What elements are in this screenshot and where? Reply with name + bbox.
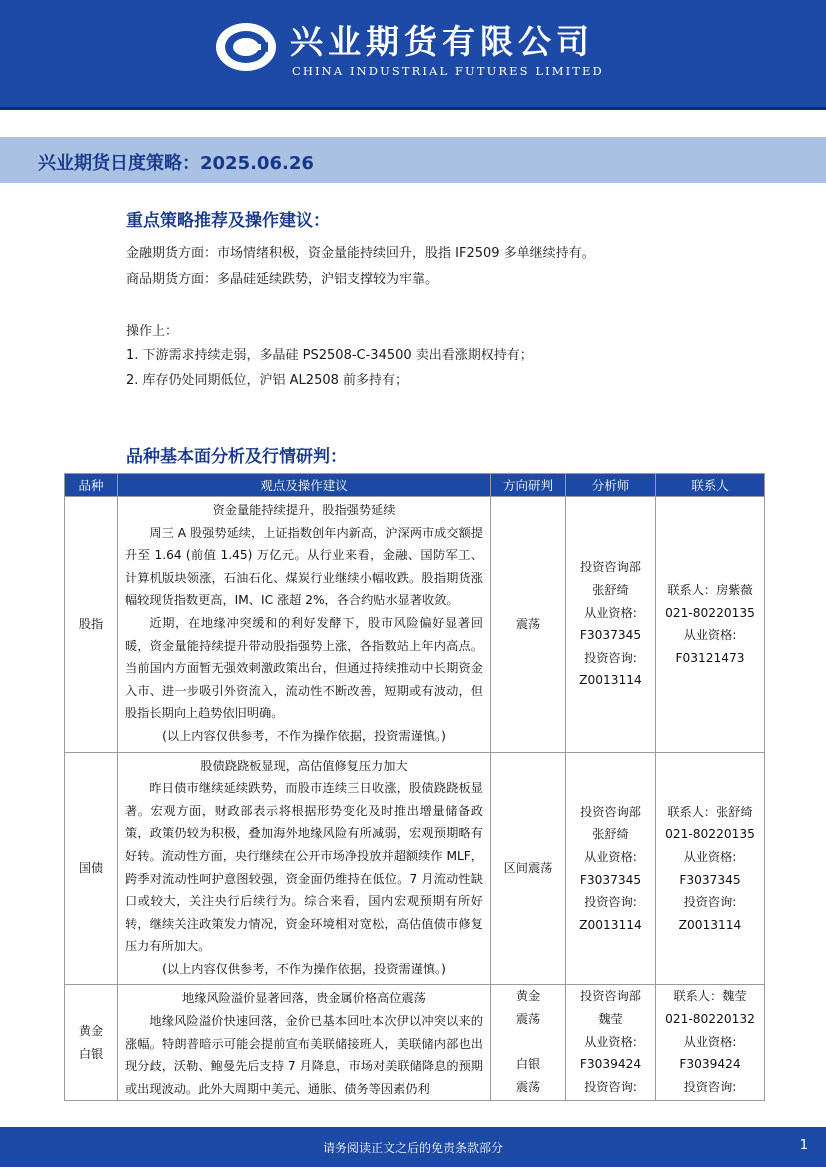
- variety-cell: 股指: [65, 497, 118, 753]
- contact-line: F3039424: [679, 1057, 741, 1072]
- view-disclaimer: (以上内容仅供参考，不作为操作依据，投资需谨慎。): [162, 961, 446, 976]
- analyst-line: 魏莹: [598, 1012, 623, 1027]
- analyst-line: F3039424: [579, 1057, 642, 1072]
- contact-line: 021-80220132: [665, 1012, 755, 1027]
- contact-cell: [656, 497, 765, 753]
- header-banner: [0, 0, 826, 110]
- contact-line: Z0013114: [678, 917, 742, 932]
- variety-line: 白银: [78, 1046, 104, 1061]
- contact-line: 021-80220135: [665, 827, 755, 842]
- contact-line: 投资咨询:: [683, 895, 737, 910]
- view-cell: [118, 497, 491, 753]
- contact-cell: [656, 985, 765, 1101]
- analyst-line: 张舒绮: [592, 827, 629, 842]
- view-cell: [118, 752, 491, 985]
- analyst-line: F3037345: [579, 872, 642, 887]
- analyst-line: 投资咨询:: [584, 650, 637, 665]
- analyst-line: F3037345: [579, 628, 642, 643]
- section-title-strategy: 重点策略推荐及操作建议：: [126, 211, 330, 231]
- operation-item: 2. 库存仍处同期低位，沪铝 AL2508 前多持有；: [126, 373, 409, 388]
- analyst-line: 投资咨询:: [584, 895, 637, 910]
- view-headline: 股债跷跷板显现，高估值修复压力加大: [200, 758, 408, 773]
- column-header: 联系人: [656, 474, 765, 497]
- strategy-line: 金融期货方面：市场情绪积极，资金量能持续回升，股指 IF2509 多单继续持有。: [126, 246, 595, 261]
- operation-item: 1. 下游需求持续走弱，多晶硅 PS2508-C-34500 卖出看涨期权持有；: [126, 348, 533, 363]
- direction-line: 白银: [515, 1057, 541, 1072]
- analyst-line: 张舒绮: [592, 583, 629, 598]
- page-number: 1: [799, 1138, 808, 1153]
- view-paragraph: 地缘风险溢价快速回落，金价已基本回吐本次伊以冲突以来的涨幅。特朗普暗示可能会提前宣布美联储接班人，美联储内部也出现分歧，沃勒、鲍曼先后支持 7 月降息，市场对美联储降息的预期或出现波动。此外大周期中美元、通胀、债务等因素仍利: [125, 1014, 483, 1096]
- view-headline: 资金量能持续提升，股指强势延续: [212, 503, 396, 517]
- table-row: [65, 497, 765, 753]
- analyst-cell: [566, 985, 656, 1101]
- analyst-line: Z0013114: [579, 673, 642, 688]
- analyst-line: Z0013114: [579, 917, 642, 932]
- contact-cell: [656, 752, 765, 985]
- analyst-line: 从业资格:: [584, 605, 637, 620]
- view-disclaimer: (以上内容仅供参考，不作为操作依据，投资需谨慎。): [162, 728, 446, 743]
- variety-line: 黄金: [78, 1024, 104, 1039]
- contact-line: 联系人：魏莹: [673, 989, 747, 1004]
- view-headline: 地缘风险溢价显著回落，贵金属价格高位震荡: [182, 991, 426, 1006]
- contact-line: F3037345: [679, 872, 741, 887]
- column-header: 观点及操作建议: [118, 474, 491, 497]
- view-paragraph: 昨日债市继续延续跌势，而股市连续三日收涨，股债跷跷板显著。宏观方面，财政部表示将根据形势变化及时推出增量储备政策，政策仍较为积极，叠加海外地缘风险有所减弱，宏观预期略有好转。流动性方面，央行继续在公开市场净投放并超额续作 MLF，跨季对流动性呵护意图较强，资金面仍维持在低位。7 月流动性缺口或较大，关注央行后续行为。综合来看，国内宏观预期有所好转，继续关注政策发力情况，资金环境相对宽松，高估值债市修复压力有所加大。: [125, 781, 483, 954]
- footer-disclaimer: 请务阅读正文之后的免责条款部分: [322, 1141, 503, 1155]
- operations-label: 操作上：: [126, 324, 179, 339]
- report-title-band: [0, 137, 826, 183]
- contact-line: 从业资格:: [683, 1034, 737, 1049]
- contact-line: 联系人：张舒绮: [667, 804, 753, 819]
- analyst-line: 从业资格:: [584, 1034, 637, 1049]
- analyst-line: 投资咨询:: [584, 1079, 637, 1094]
- table-row: [65, 985, 765, 1101]
- column-header: 品种: [65, 474, 118, 497]
- column-header: 分析师: [566, 474, 656, 497]
- company-logo-icon: [214, 20, 278, 74]
- view-paragraph: 近期，在地缘冲突缓和的利好发酵下，股市风险偏好显著回暖，资金量能持续提升带动股指强势上涨，各指数站上年内高点。当前国内方面暂无强效刺激政策出台，但通过持续推动中长期资金入市、进一步吸引外资流入，流动性不断改善，短期或有波动，但股指长期向上趋势依旧明确。: [125, 615, 483, 721]
- table-row: [65, 752, 765, 985]
- analyst-line: 投资咨询部: [580, 560, 641, 575]
- variety-cell: [65, 985, 118, 1101]
- view-cell: [118, 985, 491, 1101]
- contact-line: 从业资格:: [683, 628, 737, 643]
- direction-line: 黄金: [515, 989, 541, 1004]
- analyst-line: 投资咨询部: [580, 989, 641, 1004]
- view-paragraph: 周三 A 股强势延续，上证指数创年内新高，沪深两市成交额提升至 1.64 (前值 1.45) 万亿元。从行业来看，金融、国防军工、计算机版块领涨，石油石化、煤炭行业继续小幅收跌。股指期货涨幅较现货指数更高，IM、IC 涨超 2%，各合约贴水显著收敛。: [125, 525, 483, 608]
- analyst-line: 投资咨询部: [580, 804, 641, 819]
- analyst-cell: [566, 497, 656, 753]
- direction-cell: 区间震荡: [491, 752, 566, 985]
- analysis-table: [64, 473, 765, 1101]
- direction-line: 震荡: [515, 1079, 541, 1094]
- column-header: 方向研判: [491, 474, 566, 497]
- report-title: 兴业期货日度策略：2025.06.26: [38, 153, 314, 174]
- footer-bar: [0, 1127, 826, 1167]
- direction-spacer: [491, 1031, 565, 1054]
- contact-line: 投资咨询:: [683, 1079, 737, 1094]
- direction-cell: [491, 985, 566, 1101]
- analyst-line: 从业资格:: [584, 849, 637, 864]
- direction-line: 震荡: [515, 1012, 541, 1027]
- contact-line: 021-80220135: [665, 605, 755, 620]
- contact-line: F03121473: [675, 650, 745, 665]
- company-name-en: CHINA INDUSTRIAL FUTURES LIMITED: [292, 64, 604, 78]
- section-title-analysis: 品种基本面分析及行情研判：: [126, 447, 347, 467]
- company-name-cn: 兴业期货有限公司: [290, 22, 594, 61]
- variety-cell: 国债: [65, 752, 118, 985]
- analyst-cell: [566, 752, 656, 985]
- contact-line: 从业资格:: [683, 849, 737, 864]
- strategy-line: 商品期货方面：多晶硅延续跌势，沪铝支撑较为牢靠。: [126, 272, 439, 287]
- table-header-row: [65, 474, 765, 497]
- direction-cell: 震荡: [491, 497, 566, 753]
- contact-line: 联系人：房紫薇: [667, 583, 753, 598]
